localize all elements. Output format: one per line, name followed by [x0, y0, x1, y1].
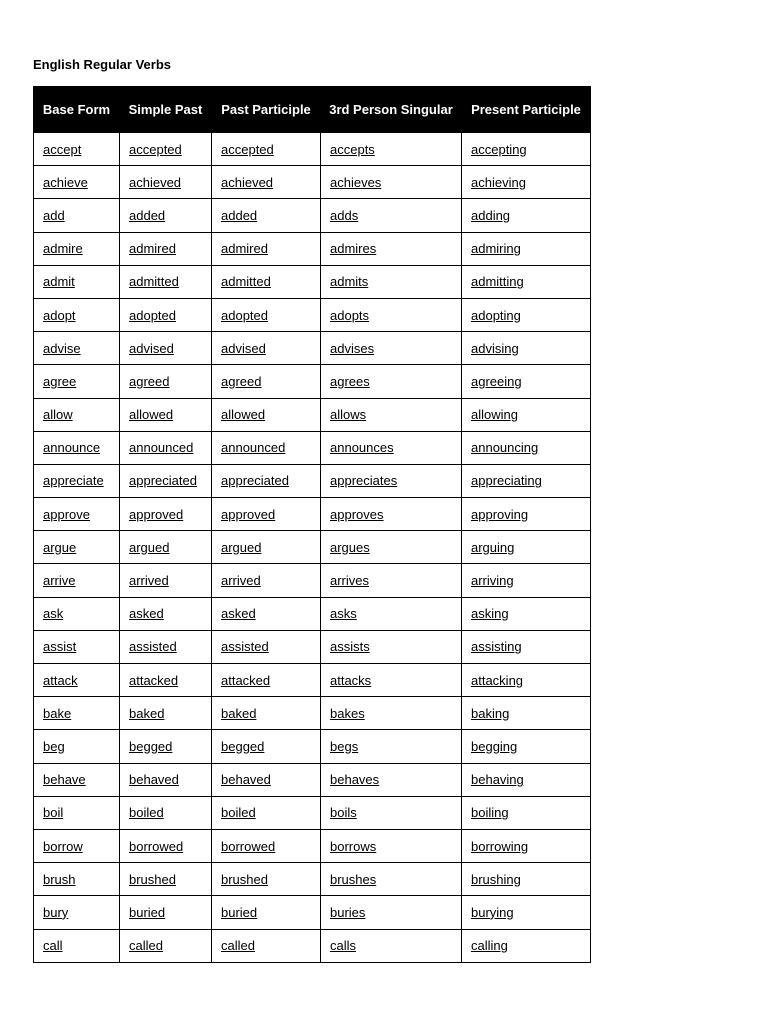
cell-past-participle	[212, 929, 321, 962]
cell-base-form	[34, 133, 120, 166]
cell-simple-past	[120, 664, 212, 697]
cell-base-form	[34, 498, 120, 531]
cell-present-participle	[462, 365, 591, 398]
verb-link[interactable]: approved	[129, 506, 184, 522]
cell-past-participle	[212, 398, 321, 431]
verb-link[interactable]: assisted	[129, 639, 177, 655]
cell-present-participle	[462, 763, 591, 796]
verb-link[interactable]: admitting	[471, 274, 524, 290]
cell-present-participle	[462, 796, 591, 829]
cell-base-form	[34, 298, 120, 331]
verb-link[interactable]: borrows	[330, 838, 377, 854]
verb-link[interactable]: arriving	[471, 573, 514, 589]
verb-link[interactable]: admit	[43, 274, 75, 290]
verb-link[interactable]: arguing	[471, 539, 515, 555]
verb-link[interactable]: asking	[471, 606, 509, 622]
table-row	[34, 763, 591, 796]
verb-link[interactable]: accept	[43, 141, 82, 157]
cell-base-form	[34, 232, 120, 265]
cell-present-participle	[462, 232, 591, 265]
verb-link[interactable]: asked	[221, 606, 256, 622]
cell-third-person-singular	[321, 929, 462, 962]
verb-link[interactable]: brushes	[330, 871, 377, 887]
verb-link[interactable]: arrives	[330, 573, 370, 589]
table-row	[34, 597, 591, 630]
verb-link[interactable]: begging	[471, 738, 518, 754]
verb-link[interactable]: bakes	[330, 705, 365, 721]
cell-simple-past	[120, 863, 212, 896]
cell-third-person-singular	[321, 763, 462, 796]
cell-past-participle	[212, 863, 321, 896]
verb-link[interactable]: brushed	[129, 871, 176, 887]
verb-link[interactable]: added	[129, 207, 166, 223]
verb-link[interactable]: adopt	[43, 307, 76, 323]
verb-link[interactable]: argued	[221, 539, 262, 555]
verb-link[interactable]: accepting	[471, 141, 527, 157]
verb-link[interactable]: boils	[330, 805, 357, 821]
cell-present-participle	[462, 829, 591, 862]
table-row	[34, 431, 591, 464]
cell-third-person-singular	[321, 829, 462, 862]
verb-link[interactable]: borrowing	[471, 838, 529, 854]
cell-base-form	[34, 531, 120, 564]
verb-link[interactable]: behaves	[330, 772, 380, 788]
cell-past-participle	[212, 531, 321, 564]
cell-third-person-singular	[321, 597, 462, 630]
verb-link[interactable]: admire	[43, 241, 83, 257]
verb-link[interactable]: advises	[330, 340, 375, 356]
cell-third-person-singular	[321, 896, 462, 929]
cell-simple-past	[120, 929, 212, 962]
verb-link[interactable]: admired	[129, 241, 176, 257]
cell-present-participle	[462, 199, 591, 232]
verb-link[interactable]: boiled	[129, 805, 164, 821]
cell-simple-past	[120, 763, 212, 796]
header-present-participle: Present Participle	[462, 87, 591, 133]
cell-past-participle	[212, 829, 321, 862]
cell-simple-past	[120, 730, 212, 763]
verb-link[interactable]: baked	[221, 705, 257, 721]
verb-link[interactable]: buries	[330, 904, 366, 920]
cell-past-participle	[212, 199, 321, 232]
verb-link[interactable]: adopts	[330, 307, 370, 323]
cell-third-person-singular	[321, 464, 462, 497]
table-row	[34, 265, 591, 298]
cell-present-participle	[462, 863, 591, 896]
verb-link[interactable]: brushed	[221, 871, 268, 887]
table-row	[34, 365, 591, 398]
verb-link[interactable]: begged	[129, 738, 173, 754]
cell-base-form	[34, 365, 120, 398]
cell-present-participle	[462, 664, 591, 697]
cell-base-form	[34, 398, 120, 431]
verb-link[interactable]: assisted	[221, 639, 269, 655]
cell-past-participle	[212, 133, 321, 166]
table-row	[34, 298, 591, 331]
cell-simple-past	[120, 133, 212, 166]
verb-link[interactable]: announces	[330, 440, 394, 456]
cell-base-form	[34, 730, 120, 763]
cell-past-participle	[212, 298, 321, 331]
cell-simple-past	[120, 564, 212, 597]
verb-link[interactable]: assists	[330, 639, 370, 655]
table-row	[34, 863, 591, 896]
cell-present-participle	[462, 730, 591, 763]
cell-third-person-singular	[321, 232, 462, 265]
cell-base-form	[34, 166, 120, 199]
cell-third-person-singular	[321, 531, 462, 564]
cell-present-participle	[462, 464, 591, 497]
table-row	[34, 498, 591, 531]
table-row	[34, 829, 591, 862]
verb-link[interactable]: advised	[221, 340, 266, 356]
header-row	[34, 87, 591, 133]
verb-link[interactable]: adds	[330, 207, 359, 223]
cell-simple-past	[120, 597, 212, 630]
cell-simple-past	[120, 166, 212, 199]
verb-link[interactable]: arrived	[129, 573, 169, 589]
cell-third-person-singular	[321, 564, 462, 597]
verb-link[interactable]: admiring	[471, 241, 521, 257]
cell-base-form	[34, 763, 120, 796]
verb-link[interactable]: agreed	[129, 373, 170, 389]
table-row	[34, 464, 591, 497]
cell-past-participle	[212, 498, 321, 531]
verb-link[interactable]: buried	[221, 904, 258, 920]
cell-simple-past	[120, 498, 212, 531]
table-row	[34, 133, 591, 166]
verb-link[interactable]: approved	[221, 506, 276, 522]
header-past-participle: Past Participle	[212, 87, 321, 133]
verb-link[interactable]: behave	[43, 772, 86, 788]
cell-past-participle	[212, 763, 321, 796]
verb-link[interactable]: advising	[471, 340, 519, 356]
cell-third-person-singular	[321, 796, 462, 829]
cell-present-participle	[462, 697, 591, 730]
cell-third-person-singular	[321, 365, 462, 398]
verb-link[interactable]: begged	[221, 738, 265, 754]
table-row	[34, 664, 591, 697]
cell-third-person-singular	[321, 298, 462, 331]
cell-base-form	[34, 630, 120, 663]
page-title: English Regular Verbs	[33, 57, 171, 72]
cell-simple-past	[120, 464, 212, 497]
verb-link[interactable]: begs	[330, 738, 359, 754]
verb-link[interactable]: approving	[471, 506, 529, 522]
cell-past-participle	[212, 232, 321, 265]
table-row	[34, 896, 591, 929]
verb-link[interactable]: called	[129, 938, 163, 954]
verb-link[interactable]: appreciates	[330, 473, 398, 489]
cell-base-form	[34, 929, 120, 962]
verb-link[interactable]: agreed	[221, 373, 262, 389]
cell-present-participle	[462, 929, 591, 962]
cell-base-form	[34, 564, 120, 597]
cell-base-form	[34, 896, 120, 929]
cell-present-participle	[462, 431, 591, 464]
cell-simple-past	[120, 232, 212, 265]
cell-simple-past	[120, 265, 212, 298]
cell-third-person-singular	[321, 332, 462, 365]
verb-link[interactable]: appreciating	[471, 473, 542, 489]
cell-past-participle	[212, 597, 321, 630]
cell-past-participle	[212, 166, 321, 199]
cell-base-form	[34, 431, 120, 464]
cell-base-form	[34, 597, 120, 630]
verb-link[interactable]: adopted	[129, 307, 176, 323]
verb-link[interactable]: agree	[43, 373, 77, 389]
cell-simple-past	[120, 298, 212, 331]
cell-present-participle	[462, 332, 591, 365]
table-row	[34, 796, 591, 829]
verb-link[interactable]: assisting	[471, 639, 522, 655]
table-row	[34, 332, 591, 365]
verb-link[interactable]: allowing	[471, 407, 518, 423]
verb-link[interactable]: baking	[471, 705, 510, 721]
table-row	[34, 232, 591, 265]
verb-link[interactable]: announcing	[471, 440, 539, 456]
verb-link[interactable]: appreciate	[43, 473, 104, 489]
verb-link[interactable]: announced	[221, 440, 286, 456]
cell-third-person-singular	[321, 431, 462, 464]
verb-link[interactable]: attacking	[471, 672, 524, 688]
cell-present-participle	[462, 531, 591, 564]
cell-base-form	[34, 265, 120, 298]
verb-link[interactable]: argues	[330, 539, 370, 555]
cell-third-person-singular	[321, 630, 462, 663]
verb-link[interactable]: announced	[129, 440, 194, 456]
table-row	[34, 398, 591, 431]
table-row	[34, 697, 591, 730]
verb-link[interactable]: asks	[330, 606, 357, 622]
verb-link[interactable]: admitted	[221, 274, 271, 290]
verb-link[interactable]: achieve	[43, 174, 88, 190]
cell-simple-past	[120, 896, 212, 929]
cell-past-participle	[212, 332, 321, 365]
cell-past-participle	[212, 630, 321, 663]
verb-link[interactable]: agreeing	[471, 373, 522, 389]
table-row	[34, 531, 591, 564]
verb-link[interactable]: behaved	[221, 772, 271, 788]
verb-link[interactable]: borrowed	[129, 838, 184, 854]
verb-link[interactable]: buried	[129, 904, 166, 920]
cell-base-form	[34, 664, 120, 697]
verb-link[interactable]: attacked	[221, 672, 271, 688]
cell-third-person-singular	[321, 863, 462, 896]
cell-present-participle	[462, 265, 591, 298]
cell-third-person-singular	[321, 664, 462, 697]
verb-link[interactable]: attacks	[330, 672, 372, 688]
verb-link[interactable]: appreciated	[129, 473, 197, 489]
verb-link[interactable]: allows	[330, 407, 367, 423]
verb-link[interactable]: brushing	[471, 871, 521, 887]
verb-link[interactable]: accepts	[330, 141, 375, 157]
cell-past-participle	[212, 464, 321, 497]
verb-link[interactable]: borrow	[43, 838, 83, 854]
verb-link[interactable]: brush	[43, 871, 76, 887]
cell-past-participle	[212, 697, 321, 730]
verb-link[interactable]: allow	[43, 407, 73, 423]
cell-past-participle	[212, 730, 321, 763]
verb-link[interactable]: baked	[129, 705, 165, 721]
verb-link[interactable]: argue	[43, 539, 77, 555]
cell-past-participle	[212, 896, 321, 929]
table-row	[34, 630, 591, 663]
cell-base-form	[34, 199, 120, 232]
cell-third-person-singular	[321, 265, 462, 298]
cell-simple-past	[120, 796, 212, 829]
table-row	[34, 166, 591, 199]
verb-link[interactable]: call	[43, 938, 63, 954]
cell-present-participle	[462, 133, 591, 166]
cell-third-person-singular	[321, 166, 462, 199]
header-simple-past: Simple Past	[120, 87, 212, 133]
cell-third-person-singular	[321, 697, 462, 730]
verb-link[interactable]: approves	[330, 506, 384, 522]
verb-link[interactable]: bake	[43, 705, 72, 721]
verb-link[interactable]: behaved	[129, 772, 179, 788]
verb-link[interactable]: accepted	[129, 141, 182, 157]
verb-link[interactable]: achieved	[129, 174, 182, 190]
verb-link[interactable]: arrive	[43, 573, 76, 589]
table-row	[34, 929, 591, 962]
verb-link[interactable]: approve	[43, 506, 90, 522]
verb-link[interactable]: admits	[330, 274, 369, 290]
cell-base-form	[34, 796, 120, 829]
header-base-form: Base Form	[34, 87, 120, 133]
verb-link[interactable]: burying	[471, 904, 514, 920]
cell-present-participle	[462, 597, 591, 630]
verb-link[interactable]: admires	[330, 241, 377, 257]
verb-link[interactable]: bury	[43, 904, 69, 920]
verb-link[interactable]: beg	[43, 738, 65, 754]
verb-link[interactable]: admitted	[129, 274, 179, 290]
table-row	[34, 564, 591, 597]
cell-third-person-singular	[321, 730, 462, 763]
verb-link[interactable]: assist	[43, 639, 77, 655]
verb-link[interactable]: boil	[43, 805, 64, 821]
verb-link[interactable]: allowed	[221, 407, 266, 423]
cell-present-participle	[462, 166, 591, 199]
cell-present-participle	[462, 896, 591, 929]
cell-past-participle	[212, 265, 321, 298]
verb-link[interactable]: agrees	[330, 373, 370, 389]
cell-simple-past	[120, 829, 212, 862]
cell-base-form	[34, 697, 120, 730]
cell-present-participle	[462, 630, 591, 663]
verb-link[interactable]: adding	[471, 207, 511, 223]
verb-link[interactable]: add	[43, 207, 65, 223]
verb-link[interactable]: attacked	[129, 672, 179, 688]
verb-link[interactable]: attack	[43, 672, 78, 688]
cell-base-form	[34, 332, 120, 365]
cell-past-participle	[212, 365, 321, 398]
verb-link[interactable]: admired	[221, 241, 268, 257]
verb-link[interactable]: adopted	[221, 307, 268, 323]
verb-link[interactable]: borrowed	[221, 838, 276, 854]
verb-link[interactable]: asked	[129, 606, 164, 622]
cell-past-participle	[212, 564, 321, 597]
table-body	[34, 133, 591, 963]
verb-link[interactable]: arrived	[221, 573, 261, 589]
cell-third-person-singular	[321, 133, 462, 166]
verb-table	[33, 86, 591, 963]
cell-past-participle	[212, 664, 321, 697]
cell-simple-past	[120, 630, 212, 663]
table-header	[34, 87, 591, 133]
cell-past-participle	[212, 431, 321, 464]
table-row	[34, 730, 591, 763]
cell-third-person-singular	[321, 398, 462, 431]
verb-link[interactable]: appreciated	[221, 473, 289, 489]
cell-present-participle	[462, 498, 591, 531]
verb-link[interactable]: called	[221, 938, 255, 954]
verb-link[interactable]: achieves	[330, 174, 382, 190]
verb-link[interactable]: boiled	[221, 805, 256, 821]
cell-simple-past	[120, 431, 212, 464]
verb-link[interactable]: advised	[129, 340, 174, 356]
verb-link[interactable]: ask	[43, 606, 64, 622]
verb-link[interactable]: advise	[43, 340, 81, 356]
verb-link[interactable]: calls	[330, 938, 357, 954]
cell-simple-past	[120, 398, 212, 431]
verb-link[interactable]: accepted	[221, 141, 274, 157]
verb-link[interactable]: announce	[43, 440, 101, 456]
verb-link[interactable]: calling	[471, 938, 508, 954]
cell-base-form	[34, 829, 120, 862]
verb-link[interactable]: achieved	[221, 174, 274, 190]
cell-base-form	[34, 863, 120, 896]
cell-third-person-singular	[321, 498, 462, 531]
cell-base-form	[34, 464, 120, 497]
cell-present-participle	[462, 298, 591, 331]
cell-present-participle	[462, 398, 591, 431]
header-third-person-singular: 3rd Person Singular	[321, 87, 462, 133]
cell-past-participle	[212, 796, 321, 829]
verb-link[interactable]: adopting	[471, 307, 521, 323]
verb-link[interactable]: boiling	[471, 805, 509, 821]
verb-link[interactable]: added	[221, 207, 258, 223]
cell-simple-past	[120, 531, 212, 564]
cell-third-person-singular	[321, 199, 462, 232]
cell-present-participle	[462, 564, 591, 597]
table-row	[34, 199, 591, 232]
verb-link[interactable]: argued	[129, 539, 170, 555]
cell-simple-past	[120, 697, 212, 730]
cell-simple-past	[120, 332, 212, 365]
verb-link[interactable]: behaving	[471, 772, 524, 788]
verb-link[interactable]: allowed	[129, 407, 174, 423]
cell-simple-past	[120, 365, 212, 398]
verb-link[interactable]: achieving	[471, 174, 526, 190]
cell-simple-past	[120, 199, 212, 232]
